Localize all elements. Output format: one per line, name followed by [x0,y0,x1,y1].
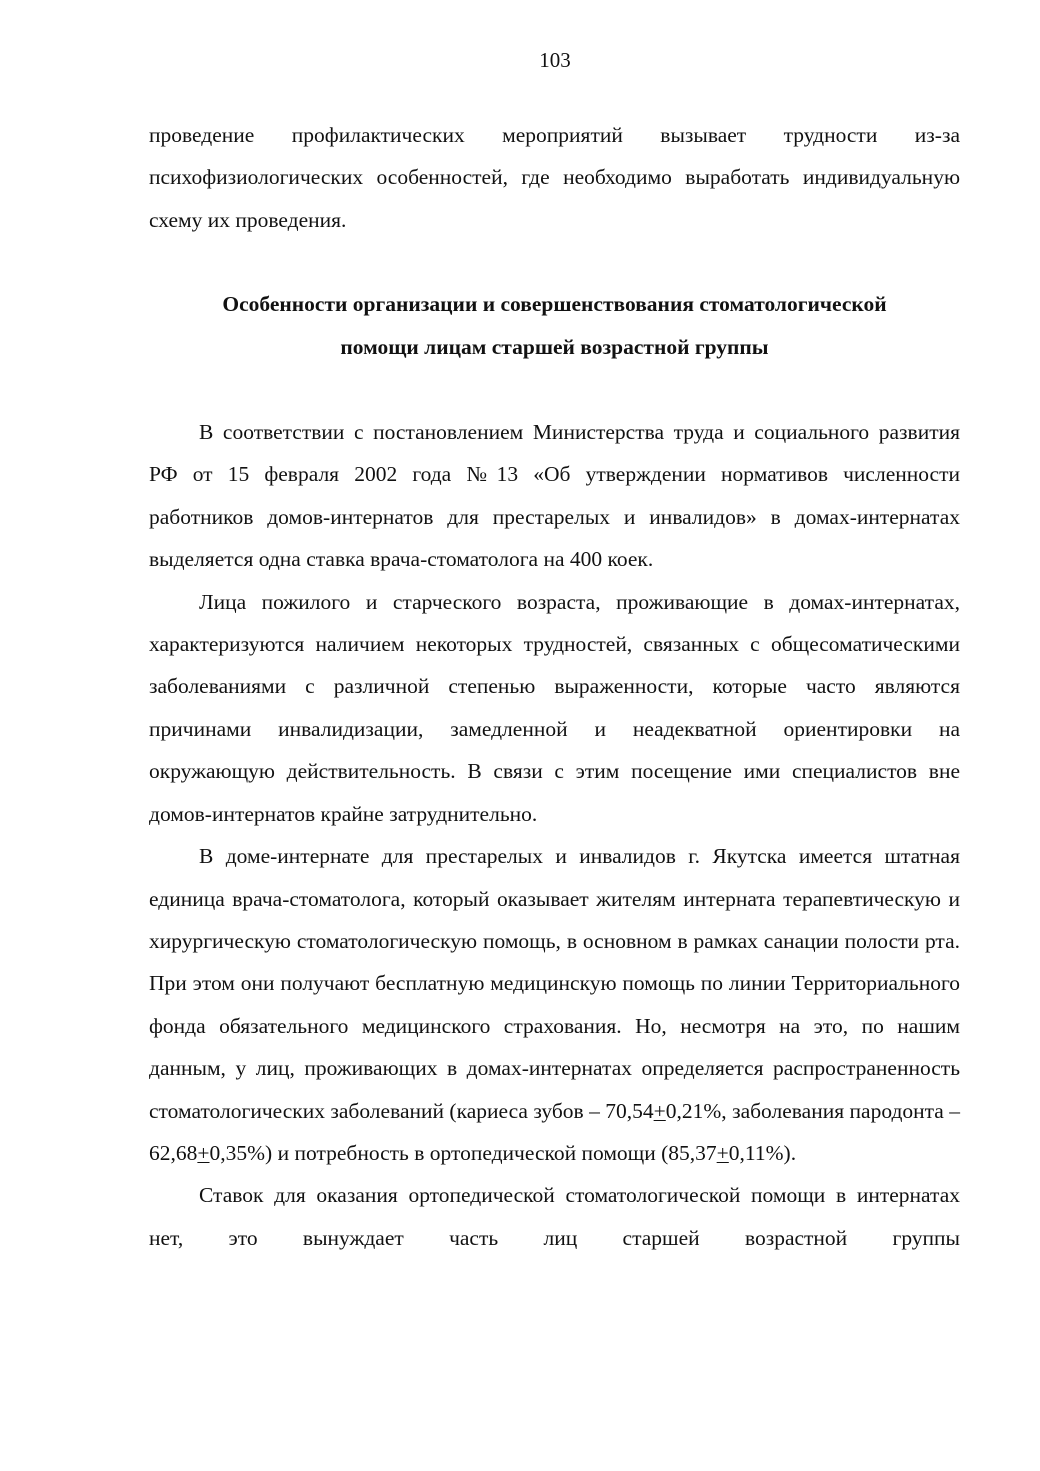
paragraph-orthopedic-rates: Ставок для оказания ортопедической стоматологической помощи в интернатах нет, это вынуждает часть лиц старшей возрастной группы [149,1183,960,1250]
paragraph-elderly-residents: Лица пожилого и старческого возраста, проживающие в домах-интернатах, характеризуются наличием некоторых трудностей, связанных с общесоматическими заболеваниями с различной степенью выраженности, которые часто являются причинами инвалидизации, замедленной и неадекватной ориентировки на окружающую действительность. В связи с этим посещение ими специалистов вне домов-интернатов крайне затруднительно. [149,589,960,826]
plus-minus-sign: + [716,1140,729,1165]
paragraph-text: В доме-интернате для престарелых и инвалидов г. Якутска имеется штатная единица врача-стоматолога, который оказывает жителям интерната терапевтическую и хирургическую стоматологическую помощь, в основном в рамках санации полости рта. При этом они получают бесплатную медицинскую помощь по линии Территориального фонда обязательного медицинского страхования. Но, несмотря на это, по нашим данным, у лиц, проживающих в домах-интернатах определяется распространенность стоматологических заболеваний (кариеса зубов – 70,54 [149,844,960,1123]
section-heading-line-1: Особенности организации и совершенствования стоматологической [222,292,887,317]
paragraph-staffing-norms: В соответствии с постановлением Министерства труда и социального развития РФ от 15 февраля 2002 года №13 «Об утверждении нормативов численности работников домов-интернатов для престарелых и инвалидов» в домах-интернатах выделяется одна ставка врача-стоматолога на 400 коек. [149,420,960,572]
paragraph-text: 0,35%) и потребность в ортопедической помощи (85,37 [209,1140,717,1165]
plus-minus-sign: + [653,1098,666,1123]
section-heading [149,283,960,368]
paragraph-yakutsk-dentist [149,835,960,1174]
section-heading-line-2: помощи лицам старшей возрастной группы [340,334,769,359]
intro-paragraph: проведение профилактических мероприятий вызывает трудности из-за психофизиологических особенностей, где необходимо выработать индивидуальную схему их проведения. [149,123,960,232]
page-body [149,114,960,1259]
page-number: 103 [539,48,571,72]
spacer [149,241,960,283]
spacer [149,368,960,411]
paragraph-text: 0,11%). [728,1140,797,1165]
paragraph-text: 0,21%, заболевания пародонта – 62,68 [149,1098,960,1165]
plus-minus-sign: + [197,1140,210,1165]
